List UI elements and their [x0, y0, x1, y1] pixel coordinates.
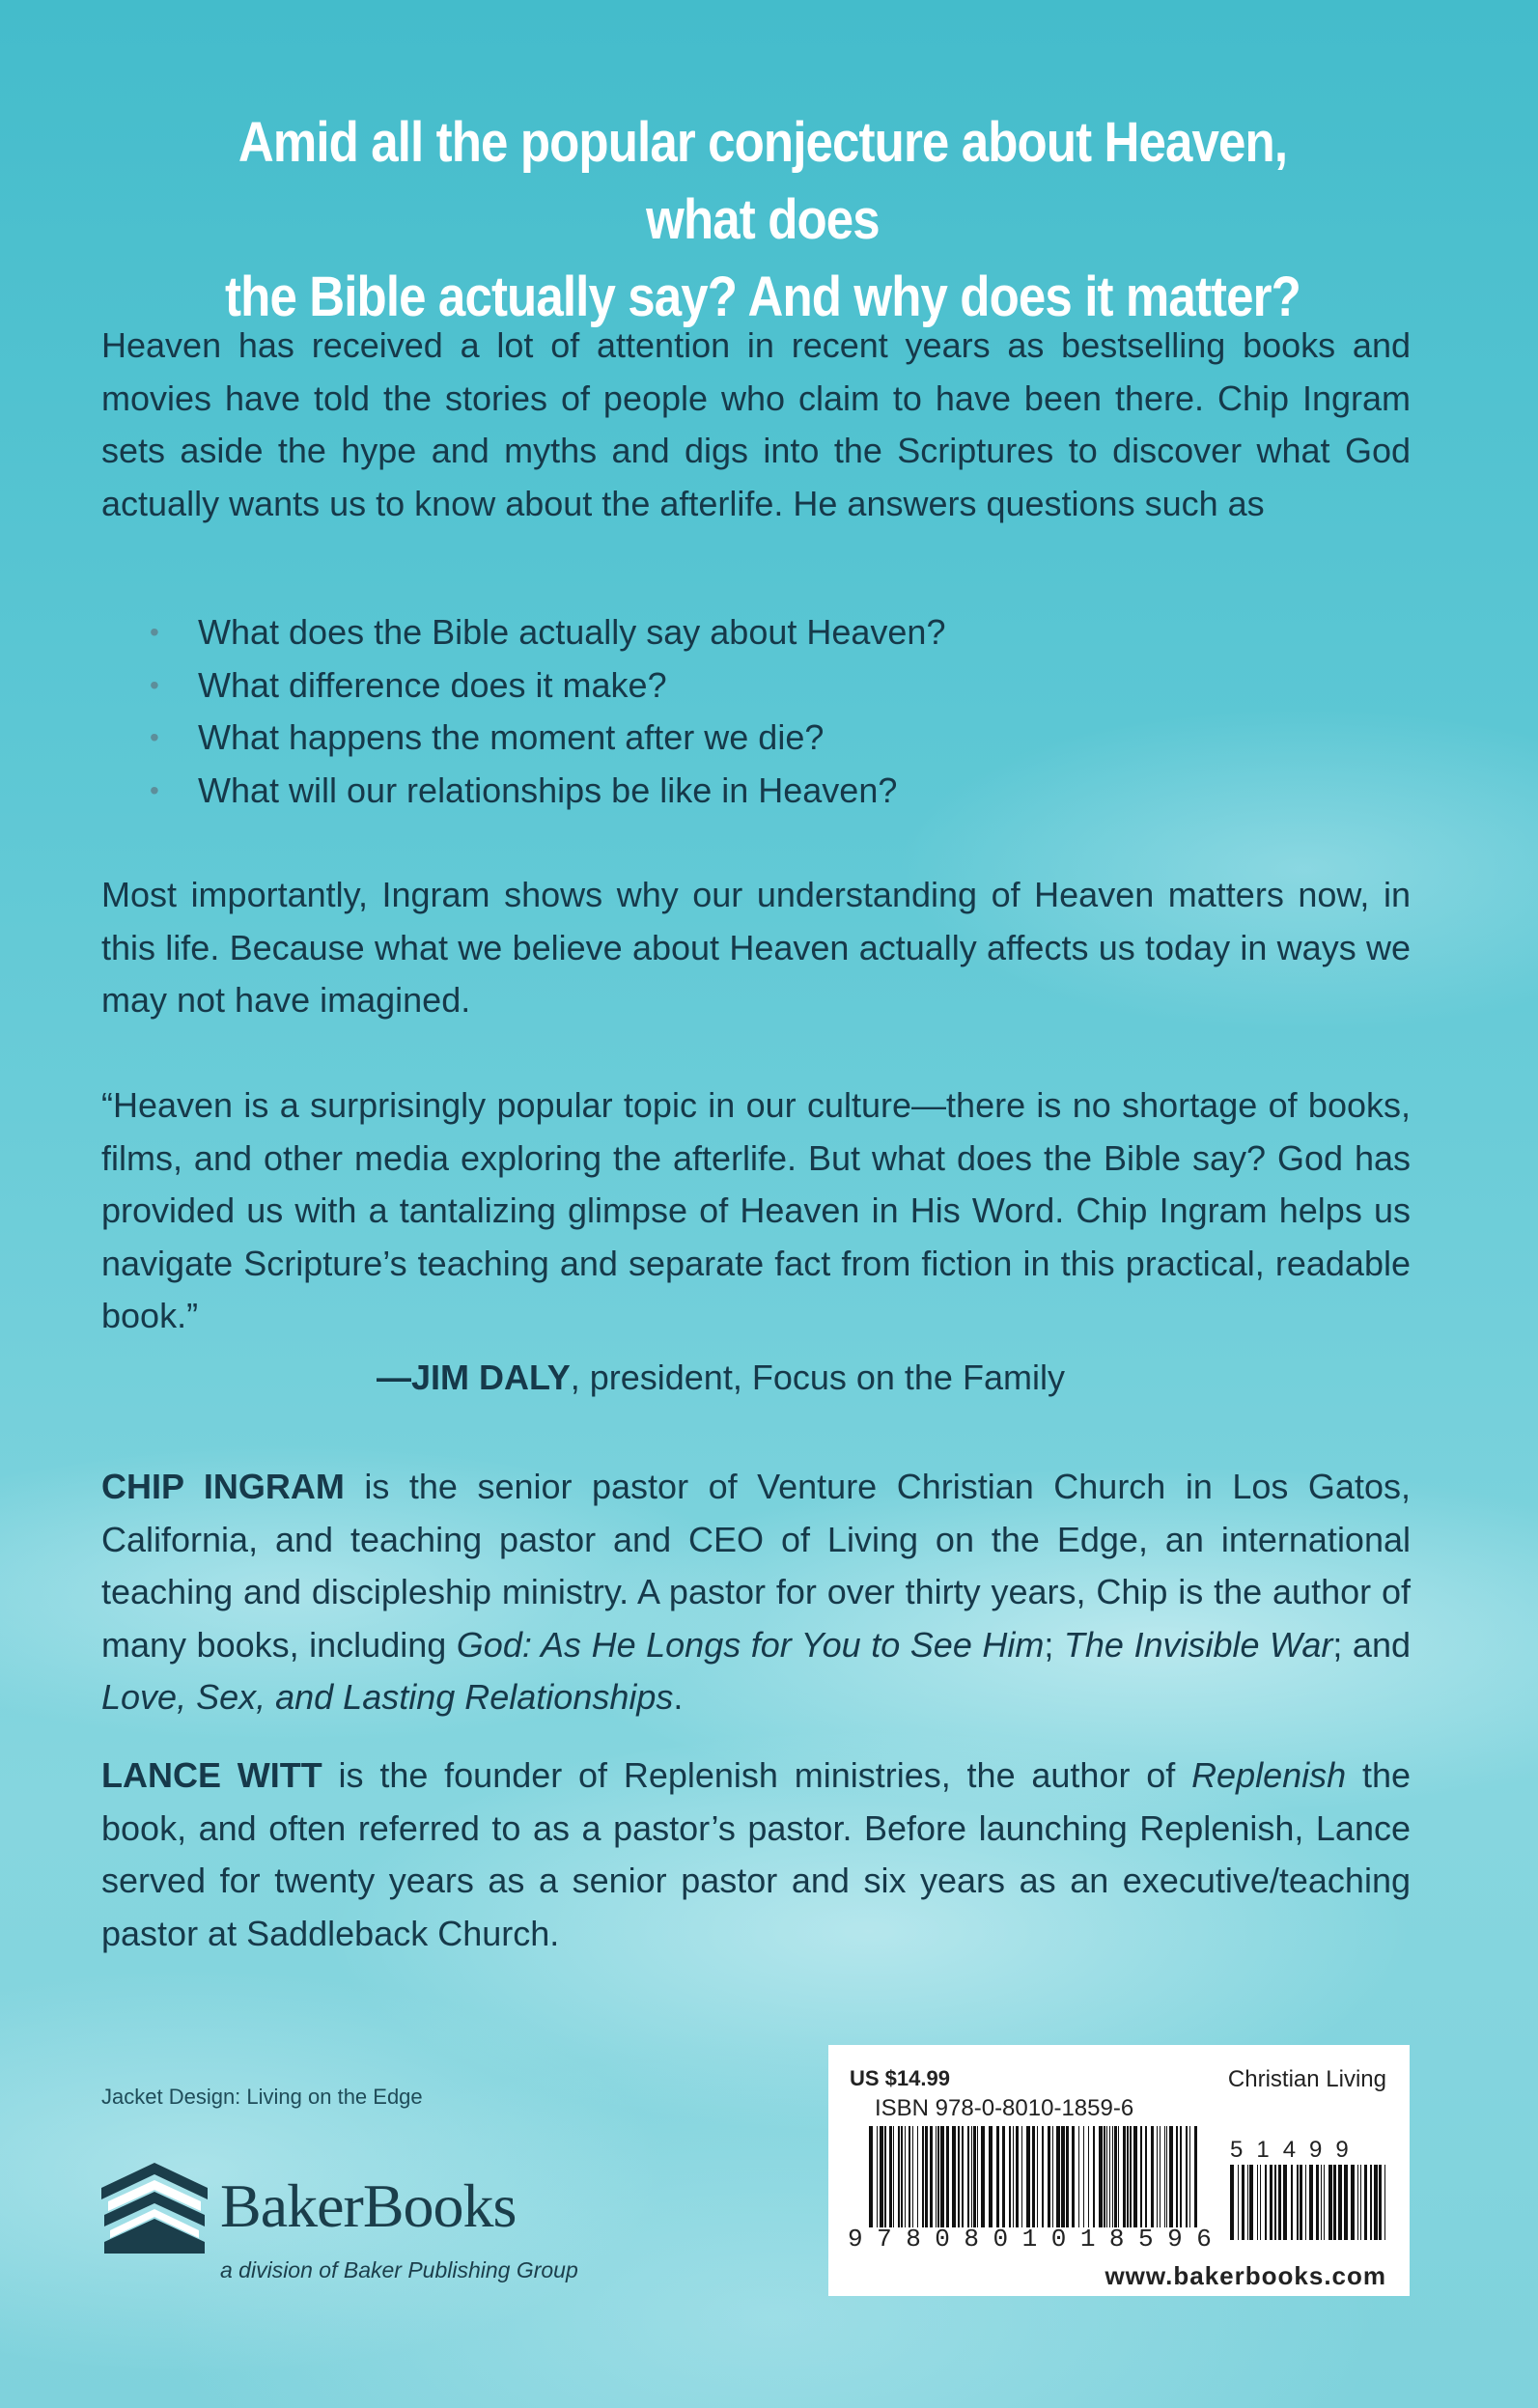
barcode-bar: [1042, 2126, 1044, 2227]
barcode-bar: [1316, 2165, 1319, 2240]
barcode-bar: [1247, 2165, 1248, 2240]
barcode-bar: [937, 2126, 939, 2227]
barcode-bar: [1088, 2126, 1089, 2227]
barcode-panel: [828, 2045, 1410, 2296]
barcode-bar: [1257, 2165, 1258, 2240]
isbn-barcode: [869, 2126, 1197, 2227]
publisher-logo: [97, 2151, 637, 2296]
barcode-bar: [893, 2126, 894, 2227]
barcode-bar: [1278, 2165, 1281, 2240]
barcode-bar: [1114, 2126, 1117, 2227]
barcode-bar: [1118, 2126, 1119, 2227]
barcode-bar: [1260, 2165, 1261, 2240]
barcode-bar: [1123, 2126, 1126, 2227]
price-addon-digits: 51499: [1230, 2137, 1362, 2163]
barcode-bar: [989, 2126, 993, 2227]
barcode-bar: [1112, 2126, 1113, 2227]
price-label: US $14.99: [850, 2066, 950, 2090]
bullet-icon: •: [150, 669, 159, 700]
barcode-bar: [1157, 2126, 1158, 2227]
barcode-bar: [1328, 2165, 1332, 2240]
headline: [193, 104, 1331, 336]
barcode-bar: [981, 2126, 985, 2227]
price-barcode: [1230, 2165, 1388, 2240]
attribution-dash: —: [377, 1358, 411, 1397]
barcode-bar: [1374, 2165, 1378, 2240]
barcode-bar: [869, 2126, 873, 2227]
endorsement-quote: “Heaven is a surprisingly popular topic in our culture—there is no shortage of books, films, and other media exploring the afterlife. But what does the Bible say? God has provided us with a tantalizing glimpse of Heaven in His Word. Chip Ingram helps us navigate Scripture’s teaching and separate fact from fiction in this practical, readable book.”: [101, 1085, 1411, 1335]
barcode-bar: [1169, 2126, 1173, 2227]
barcode-bar: [1338, 2165, 1342, 2240]
barcode-bar: [1104, 2126, 1105, 2227]
barcode-bar: [1166, 2126, 1167, 2227]
barcode-bar: [1151, 2126, 1154, 2227]
barcode-bar: [1364, 2165, 1367, 2240]
barcode-bar: [1360, 2165, 1361, 2240]
barcode-bar: [1109, 2126, 1110, 2227]
barcode-bar: [958, 2126, 960, 2227]
bullet-icon: •: [150, 774, 159, 805]
barcode-bar: [946, 2126, 949, 2227]
barcode-bar: [1333, 2165, 1336, 2240]
barcode-bar: [1370, 2165, 1372, 2240]
barcode-bar: [1300, 2165, 1302, 2240]
barcode-bar: [1357, 2165, 1358, 2240]
category-label: Christian Living: [1227, 2066, 1386, 2092]
barcode-bar: [917, 2126, 918, 2227]
barcode-bar: [1344, 2165, 1348, 2240]
isbn-label: ISBN 978-0-8010-1859-6: [875, 2095, 1134, 2121]
barcode-bar: [1016, 2126, 1019, 2227]
author-name: LANCE WITT: [101, 1755, 322, 1795]
barcode-bar: [1351, 2165, 1355, 2240]
barcode-bar: [1230, 2165, 1234, 2240]
barcode-bar: [1176, 2126, 1178, 2227]
barcode-bar: [1032, 2126, 1035, 2227]
barcode-bar: [967, 2126, 969, 2227]
barcode-bar: [1002, 2126, 1005, 2227]
barcode-bar: [884, 2126, 886, 2227]
endorsement-attribution: [377, 1352, 1342, 1404]
barcode-bar: [1061, 2126, 1065, 2227]
barcode-bar: [930, 2126, 933, 2227]
publisher-division: a division of Baker Publishing Group: [220, 2257, 578, 2282]
book-title: God: As He Longs for You to See Him: [456, 1624, 1045, 1665]
barcode-bar: [936, 2126, 937, 2227]
list-item: • What will our relationships be like in Heaven?: [150, 765, 1308, 818]
questions-list: [150, 606, 1308, 817]
bullet-icon: •: [150, 617, 159, 647]
barcode-bar: [1140, 2126, 1142, 2227]
author-bio-lance: LANCE WITT is the founder of Replenish ministries, the author of Replenish the book, and often referred to as a pastor’s pastor. Before launching Replenish, Lance served for twenty years as a senior pastor and six years as an executive/teaching pastor at Saddleback Church.: [101, 1755, 1412, 1953]
barcode-bar: [1194, 2126, 1197, 2227]
barcode-bar: [925, 2126, 928, 2227]
barcode-bar: [1133, 2126, 1137, 2227]
book-title: Replenish: [1191, 1755, 1347, 1795]
barcode-bar: [971, 2126, 972, 2227]
book-title: The Invisible War: [1063, 1624, 1333, 1665]
barcode-bar: [1291, 2165, 1293, 2240]
barcode-bar: [889, 2126, 892, 2227]
barcode-bar: [1106, 2126, 1107, 2227]
barcode-bar: [1186, 2126, 1188, 2227]
headline-line-2: the Bible actually say? And why does it matter?: [225, 266, 1300, 328]
barcode-bar: [922, 2126, 924, 2227]
bullet-icon: •: [150, 722, 159, 752]
barcode-bar: [940, 2126, 944, 2227]
barcode-bar: [1384, 2165, 1385, 2240]
barcode-bar: [973, 2126, 976, 2227]
barcode-bar: [1297, 2165, 1299, 2240]
list-item: • What difference does it make?: [150, 659, 1308, 713]
endorser-name: JIM DALY: [411, 1358, 571, 1397]
barcode-bar: [1180, 2126, 1182, 2227]
barcode-bar: [1305, 2165, 1306, 2240]
barcode-bar: [1072, 2126, 1075, 2227]
barcode-bar: [1093, 2126, 1095, 2227]
barcode-bar: [1099, 2126, 1103, 2227]
publisher-url: www.bakerbooks.com: [1105, 2261, 1386, 2290]
barcode-bar: [1274, 2165, 1276, 2240]
barcode-bar: [1021, 2126, 1022, 2227]
barcode-bar: [898, 2126, 900, 2227]
barcode-bar: [1249, 2165, 1253, 2240]
list-item: • What does the Bible actually say about Heaven?: [150, 606, 1308, 659]
publisher-name: BakerBooks: [220, 2171, 517, 2240]
barcode-bar: [996, 2126, 999, 2227]
barcode-bar: [1013, 2126, 1014, 2227]
jacket-credit: Jacket Design: Living on the Edge: [101, 2085, 423, 2109]
barcode-bar: [1283, 2165, 1287, 2240]
barcode-bar: [1048, 2126, 1050, 2227]
barcode-bar: [1189, 2126, 1190, 2227]
barcode-digits: 9780801018596: [848, 2225, 1226, 2254]
barcode-bar: [977, 2126, 978, 2227]
barcode-bar: [1265, 2165, 1267, 2240]
barcode-bar: [1083, 2126, 1084, 2227]
headline-line-1: Amid all the popular conjecture about Heaven, what does: [238, 111, 1288, 251]
barcode-bar: [1078, 2126, 1079, 2227]
barcode-bar: [1164, 2126, 1165, 2227]
barcode-bar: [1026, 2126, 1030, 2227]
endorser-title: , president, Focus on the Family: [570, 1358, 1065, 1397]
barcode-bar: [1242, 2165, 1244, 2240]
book-title: Love, Sex, and Lasting Relationships: [101, 1677, 674, 1717]
barcode-bar: [1052, 2126, 1053, 2227]
author-name: CHIP INGRAM: [101, 1467, 345, 1506]
intro-paragraph: Heaven has received a lot of attention in recent years as bestselling books and movies have told the stories of people who claim to have been there. Chip Ingram sets aside the hype and myths and digs into the Scriptures to discover what God actually wants us to know about the afterlife. He answers questions such as: [101, 325, 1411, 523]
barcode-bar: [1309, 2165, 1313, 2240]
barcode-bar: [909, 2126, 910, 2227]
barcode-bar: [1056, 2126, 1060, 2227]
barcode-bar: [1379, 2165, 1382, 2240]
barcode-bar: [1066, 2126, 1069, 2227]
barcode-bar: [912, 2126, 913, 2227]
barcode-bar: [905, 2126, 906, 2227]
barcode-bar: [1145, 2126, 1147, 2227]
barcode-bar: [1130, 2126, 1132, 2227]
barcode-bar: [952, 2126, 956, 2227]
barcode-bar: [1238, 2165, 1239, 2240]
barcode-bar: [1270, 2165, 1272, 2240]
barcode-bar: [1009, 2126, 1011, 2227]
barcode-bar: [880, 2126, 883, 2227]
barcode-bar: [1127, 2126, 1129, 2227]
author-bio-chip: CHIP INGRAM is the senior pastor of Venture Christian Church in Los Gatos, California, and teaching pastor and CEO of Living on the Edge, an international teaching and discipleship ministry. A pastor for over thirty years, Chip is the author of many books, including God: As He Longs for You to See Him; The Invisible War; and Love, Sex, and Lasting Relationships.: [101, 1467, 1411, 1717]
barcode-bar: [1321, 2165, 1322, 2240]
books-icon: [97, 2159, 212, 2255]
barcode-bar: [1324, 2165, 1325, 2240]
barcode-bar: [877, 2126, 878, 2227]
list-item: • What happens the moment after we die?: [150, 712, 1308, 765]
barcode-bar: [1037, 2126, 1038, 2227]
summary-paragraph: Most importantly, Ingram shows why our understanding of Heaven matters now, in this life. Because what we believe about Heaven actually affects us today in ways we may not have imagined.: [101, 875, 1411, 1020]
barcode-bar: [901, 2126, 903, 2227]
barcode-bar: [962, 2126, 964, 2227]
